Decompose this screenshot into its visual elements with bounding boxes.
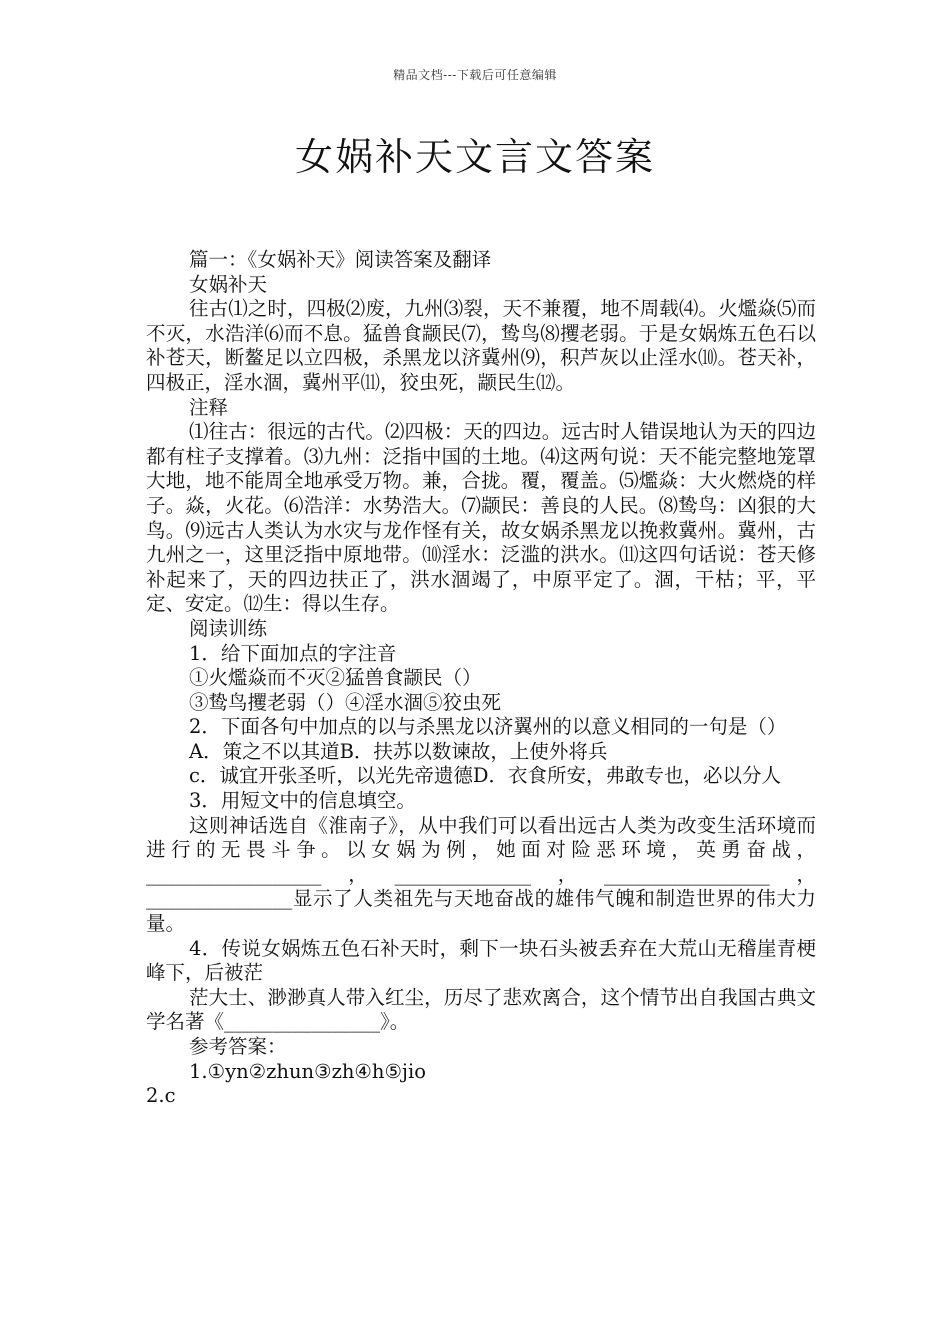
original-text-paragraph: 往古⑴之时，四极⑵废，九州⑶裂，天不兼覆，地不周载⑷。火爁焱⑸而不灭，水浩洋⑹而不息。猛兽食颛民⑺，鸷鸟⑻攫老弱。于是女娲炼五色石以补苍天，断鳌足以立四极，杀黑龙以济冀州⑼，积芦灰以止淫水⑽。苍天补，四极正，淫水涸，冀州平⑾，狡虫死，颛民生⑿。 [146,297,816,394]
question-4-continued: 茫大士、渺渺真人带入红尘，历尽了悲欢离合，这个情节出自我国古典文学名著《________________》。 [146,985,816,1034]
question-3: 3．用短文中的信息填空。 [189,789,416,813]
header-note: 精品文档---下载后可任意编辑 [393,68,557,82]
document-body [146,248,816,1109]
question-2: 2．下面各句中加点的以与杀黑龙以济翼州的以意义相同的一句是（） [189,715,787,739]
answer-1: 1.①yn②zhun③zh④h⑤jio [189,1059,426,1083]
question-1: 1．给下面加点的字注音 [189,641,397,665]
question-1-items-a: ①火爁焱而不灭②猛兽食颛民（） [189,666,482,690]
document-title: 女娲补天文言文答案 [294,135,655,179]
question-4: 4．传说女娲炼五色石补天时，剩下一块石头被丢弃在大荒山无稽崖青梗峰下，后被茫 [146,936,816,985]
section-heading: 篇一：《女娲补天》阅读答案及翻译 [189,248,492,271]
question-1-items-b: ③鸷鸟攫老弱（）④淫水涸⑤狡虫死 [189,690,502,714]
subheading-original-text: 女娲补天 [189,272,268,296]
question-2-options-ab: A．策之不以其道B．扶苏以数谏故，上使外将兵 [189,739,608,763]
subheading-notes: 注释 [189,395,229,419]
subheading-exercises: 阅读训练 [189,616,268,640]
question-2-options-cd: c．诚宜开张圣听，以光先帝遗德D．衣食所安，弗敢专也，必以分人 [189,764,782,788]
answers-heading: 参考答案： [189,1035,287,1058]
answer-2: 2.c [146,1084,176,1108]
notes-paragraph: ⑴往古：很远的古代。⑵四极：天的四边。远古时人错误地认为天的四边都有柱子支撑着。⑶九州：泛指中国的土地。⑷这两句说：天不能完整地笼罩大地，地不能周全地承受万物。兼，合拢。覆，覆盖。⑸爁焱：大火燃烧的样子。焱，火花。⑹浩洋：水势浩大。⑺颛民：善良的人民。⑻鸷鸟：凶狠的大鸟。⑼远古人类认为水灾与龙作怪有关，故女娲杀黑龙以挽救冀州。冀州，古九州之一，这里泛指中原地带。⑽淫水：泛滥的洪水。⑾这四句话说：苍天修补起来了，天的四边扶正了，洪水涸竭了，中原平定了。涸，干枯；平，平定、安定。⑿生：得以生存。 [146,420,816,616]
question-3-body: 这则神话选自《淮南子》，从中我们可以看出远古人类为改变生活环境而进行的无畏斗争。以女娲为例，她面对险恶环境，英勇奋战，__________________，______________，_________________，_______________显示了人类祖先与天地奋战的雄伟气魄和制造世界的伟大力量。 [146,813,816,936]
